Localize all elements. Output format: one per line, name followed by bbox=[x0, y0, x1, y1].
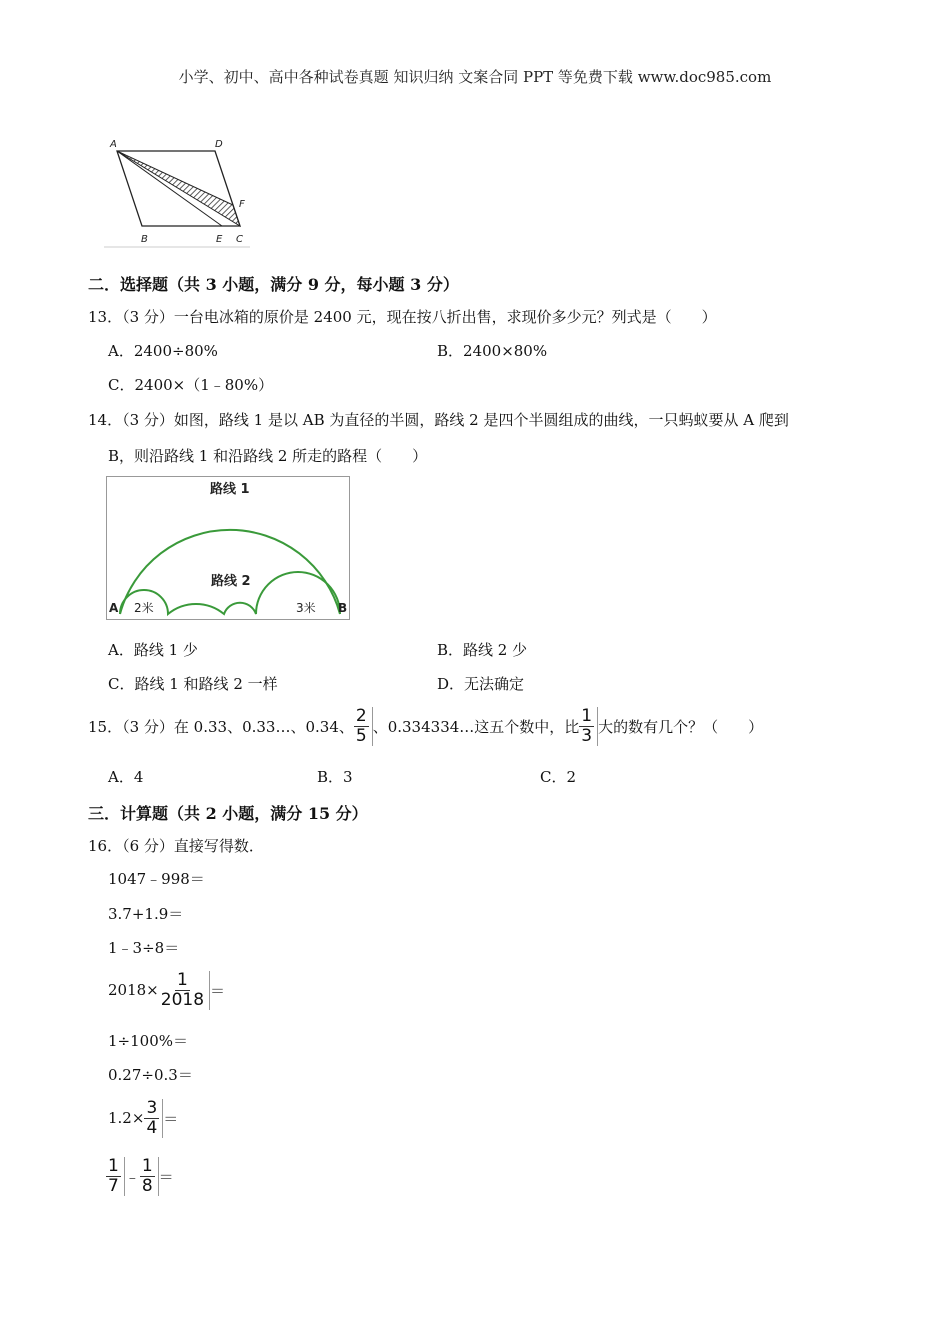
q15-option-b: B．3 bbox=[317, 768, 353, 786]
fraction-denominator: 4 bbox=[146, 1117, 158, 1138]
route2-label: 路线 2 bbox=[211, 574, 251, 589]
q15-stem-part3: 大的数有几个？（ ） bbox=[598, 717, 764, 736]
q14-stem-line1: 14．（3 分）如图，路线 1 是以 AB 为直径的半圆，路线 2 是四个半圆组成的曲线，一只蚂蚁要从 A 爬到 bbox=[88, 411, 789, 429]
fraction-three-fourths bbox=[144, 1099, 163, 1138]
label-f: F bbox=[239, 199, 245, 210]
q15-stem-part2: 、0.334334…这五个数中，比 bbox=[372, 717, 580, 736]
expression-7 bbox=[108, 1096, 178, 1140]
fraction-denominator: 8 bbox=[141, 1175, 153, 1196]
q15-stem-part1: 15．（3 分）在 0.33、0.33…、0.34、 bbox=[88, 717, 354, 736]
q14-option-c: C．路线 1 和路线 2 一样 bbox=[108, 675, 278, 693]
section-3-title: 三．计算题（共 2 小题，满分 15 分） bbox=[88, 804, 368, 823]
fraction-numerator: 1 bbox=[141, 1155, 153, 1176]
fraction-numerator: 1 bbox=[108, 1155, 119, 1176]
label-e: E bbox=[216, 234, 223, 245]
fraction-numerator: 1 bbox=[581, 705, 593, 726]
length-3m-label: 3米 bbox=[296, 601, 316, 615]
minus-sign: ﹣ bbox=[124, 1167, 140, 1186]
expression-2: 3.7+1.9＝ bbox=[108, 905, 184, 923]
expression-7-suffix: ＝ bbox=[163, 1109, 179, 1128]
label-b: B bbox=[141, 234, 148, 245]
expression-8 bbox=[106, 1154, 174, 1198]
q13-stem: 13．（3 分）一台电冰箱的原价是 2400 元，现在按八折出售，求现价多少元？列式是（ ） bbox=[88, 308, 717, 326]
q15-option-a: A．4 bbox=[108, 768, 144, 786]
segment-ae bbox=[117, 151, 222, 226]
label-d: D bbox=[215, 139, 223, 150]
fraction-one-seventh bbox=[106, 1157, 125, 1196]
q14-option-d: D．无法确定 bbox=[437, 675, 525, 693]
expression-4 bbox=[108, 968, 225, 1012]
page-header: 小学、初中、高中各种试卷真题 知识归纳 文案合同 PPT 等免费下载 www.doc985.com bbox=[178, 68, 772, 86]
q13-option-b: B．2400×80% bbox=[437, 342, 548, 360]
parallelogram-figure bbox=[104, 134, 254, 250]
q16-stem: 16．（6 分）直接写得数． bbox=[88, 837, 264, 855]
fraction-numerator: 1 bbox=[176, 969, 188, 990]
expression-7-prefix: 1.2× bbox=[108, 1109, 145, 1127]
fraction-numerator: 3 bbox=[146, 1097, 158, 1118]
label-c: C bbox=[236, 234, 243, 245]
fraction-denominator: 2018 bbox=[160, 989, 205, 1010]
length-2m-label: 2米 bbox=[134, 601, 154, 615]
expression-4-prefix: 2018× bbox=[108, 981, 159, 999]
route1-label: 路线 1 bbox=[210, 482, 250, 497]
q14-option-b: B．路线 2 少 bbox=[437, 641, 528, 659]
q13-option-a: A．2400÷80% bbox=[108, 342, 218, 360]
fraction-numerator: 2 bbox=[355, 705, 367, 726]
point-b-label: B bbox=[338, 601, 348, 615]
section-2-title: 二．选择题（共 3 小题，满分 9 分，每小题 3 分） bbox=[88, 275, 459, 294]
q13-option-c: C．2400×（1﹣80%） bbox=[108, 376, 274, 394]
expression-5: 1÷100%＝ bbox=[108, 1032, 188, 1050]
q14-stem-line2: B，则沿路线 1 和沿路线 2 所走的路程（ ） bbox=[108, 447, 428, 465]
routes-figure bbox=[106, 476, 352, 622]
q15-fraction-two-fifths bbox=[354, 707, 373, 746]
fraction-one-over-2018 bbox=[159, 971, 210, 1010]
fraction-denominator: 5 bbox=[355, 725, 367, 746]
expression-1: 1047﹣998＝ bbox=[108, 870, 205, 888]
routes-frame bbox=[107, 477, 350, 620]
fraction-denominator: 7 bbox=[108, 1175, 119, 1196]
q15-fraction-one-third bbox=[579, 707, 598, 746]
fraction-one-eighth bbox=[140, 1157, 159, 1196]
expression-3: 1﹣3÷8＝ bbox=[108, 939, 180, 957]
label-a: A bbox=[110, 139, 117, 150]
point-a-label: A bbox=[109, 601, 119, 615]
q14-option-a: A．路线 1 少 bbox=[108, 641, 198, 659]
shaded-triangle bbox=[117, 151, 240, 226]
q15-option-c: C．2 bbox=[540, 768, 577, 786]
expression-8-suffix: ＝ bbox=[158, 1167, 174, 1186]
expression-6: 0.27÷0.3＝ bbox=[108, 1066, 193, 1084]
q15-stem bbox=[88, 704, 763, 748]
fraction-denominator: 3 bbox=[581, 725, 593, 746]
expression-4-suffix: ＝ bbox=[210, 981, 226, 1000]
